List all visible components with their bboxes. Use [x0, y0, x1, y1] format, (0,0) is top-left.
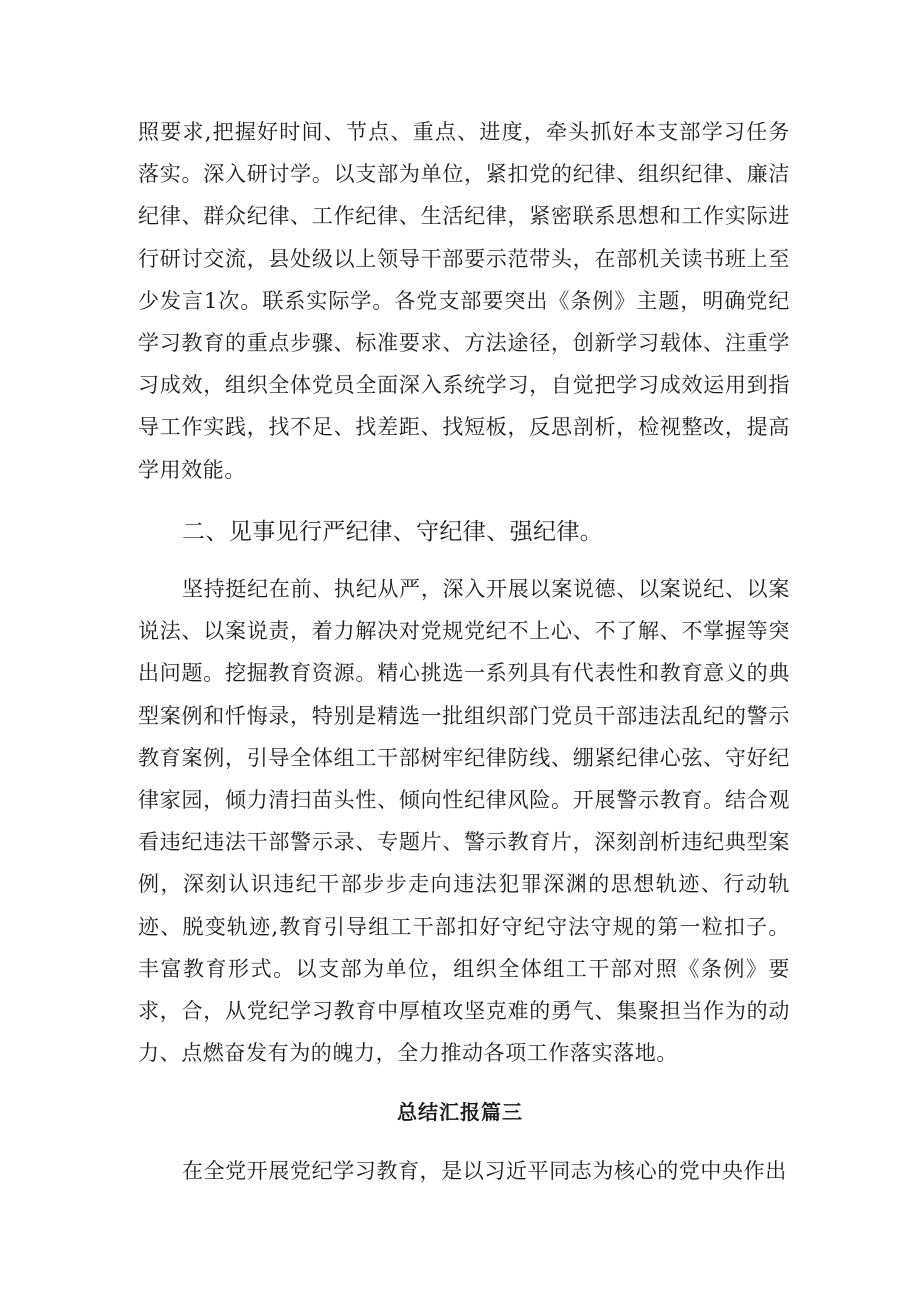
section-heading-2: 二、见事见行严纪律、守纪律、强纪律。 [182, 519, 604, 545]
body-paragraph-2: 坚持挺纪在前、执纪从严，深入开展以案说德、以案说纪、以案说法、以案说责，着力解决对党规党纪不上心、不了解、不掌握等突出问题。挖掘教育资源。精心挑选一系列具有代表性和教育意义的典型案例和忏悔录，特别是精选一批组织部门党员干部违法乱纪的警示教育案例，引导全体组工干部树牢纪律防线、绷紧纪律心弦、守好纪律家园，倾力清扫苗头性、倾向性纪律风险。开展警示教育。结合观看违纪违法干部警示录、专题片、警示教育片，深刻剖析违纪典型案例，深刻认识违纪干部步步走向违法犯罪深渊的思想轨迹、行动轨迹、脱变轨迹,教育引导组工干部扣好守纪守法守规的第一粒扣子。丰富教育形式。以支部为单位，组织全体组工干部对照《条例》要求，合，从党纪学习教育中厚植攻坚克难的勇气、集聚担当作为的动力、点燃奋发有为的魄力，全力推动各项工作落实落地。 [138, 577, 790, 1066]
body-paragraph-3: 在全党开展党纪学习教育，是以习近平同志为核心的党中央作出 [182, 1159, 787, 1183]
section-title: 总结汇报篇三 [397, 1100, 523, 1124]
body-paragraph-1: 照要求,把握好时间、节点、重点、进度，牵头抓好本支部学习任务落实。深入研讨学。以支部为单位，紧扣党的纪律、组织纪律、廉洁纪律、群众纪律、工作纪律、生活纪律，紧密联系思想和工作实际进行研讨交流，县处级以上领导干部要示范带头，在部机关读书班上至少发言1次。联系实际学。各党支部要突出《条例》主题，明确党纪学习教育的重点步骤、标准要求、方法途径，创新学习载体、注重学习成效，组织全体党员全面深入系统学习，自觉把学习成效运用到指导工作实践，找不足、找差距、找短板，反思剖析，检视整改，提高学用效能。 [138, 120, 790, 482]
